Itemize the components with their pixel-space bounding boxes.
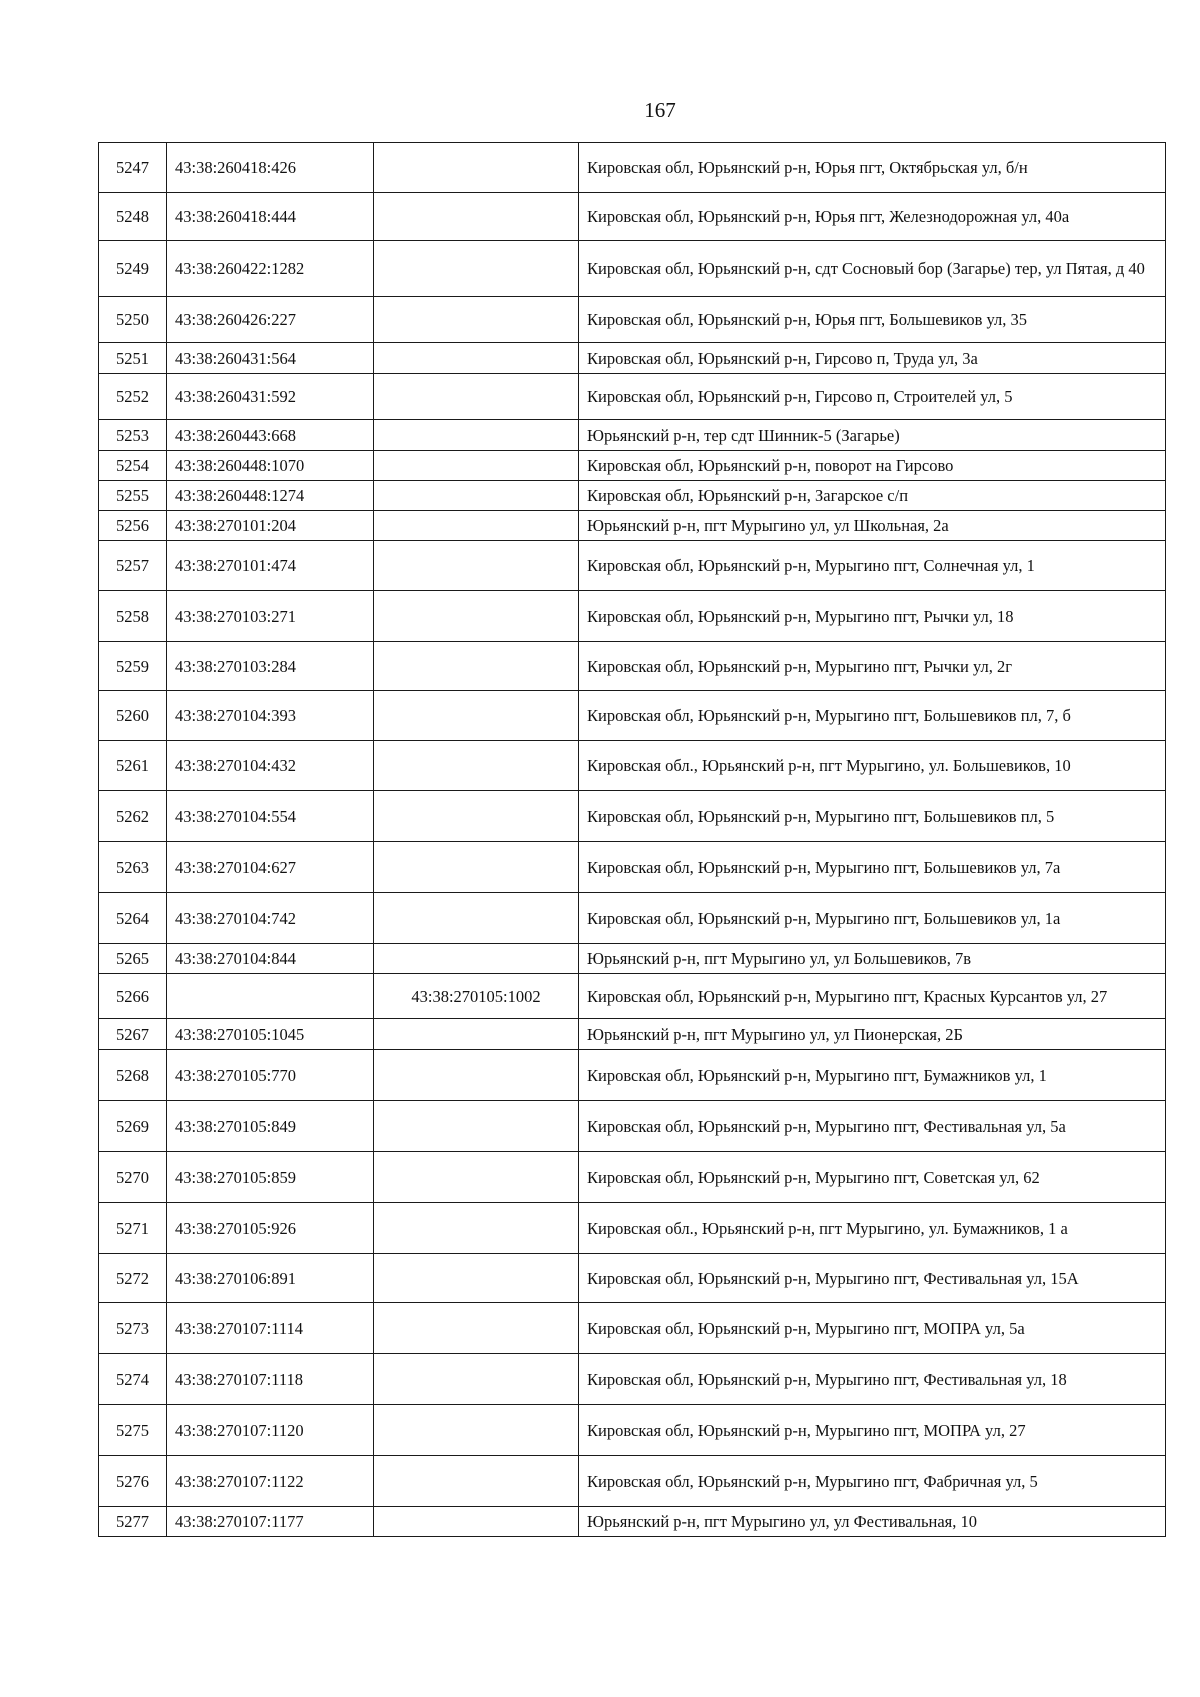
row-number: 5251 [116, 348, 149, 368]
cadastral-number: 43:38:270107:1114 [175, 1318, 304, 1338]
cadastral-number-cell [167, 893, 374, 944]
cadastral-number: 43:38:270101:474 [175, 556, 297, 575]
cadastral-number-alt-cell [374, 944, 579, 974]
table-row [99, 1152, 1166, 1203]
row-number: 5275 [116, 1420, 149, 1440]
table-row [99, 343, 1166, 374]
table-row [99, 1019, 1166, 1050]
cadastral-number-cell [167, 791, 374, 842]
address-cell [579, 1254, 1166, 1303]
cadastral-number-alt-cell [374, 1456, 579, 1507]
row-number: 5270 [116, 1167, 149, 1187]
row-number-cell [99, 974, 167, 1019]
table-row [99, 691, 1166, 741]
cadastral-number: 43:38:270105:770 [175, 1065, 297, 1085]
cadastral-number: 43:38:270105:849 [175, 1116, 297, 1136]
row-number-cell [99, 1019, 167, 1050]
table-row [99, 143, 1166, 193]
row-number-cell [99, 241, 167, 297]
row-number: 5261 [116, 756, 149, 775]
cadastral-number-alt-cell [374, 591, 579, 642]
row-number-cell [99, 1203, 167, 1254]
registry-table-body [99, 143, 1166, 1537]
cadastral-number-alt-cell [374, 974, 579, 1019]
address-cell [579, 1507, 1166, 1537]
row-number: 5265 [116, 949, 149, 968]
address: Кировская обл, Юрьянский р-н, поворот на Гирсово [587, 456, 954, 475]
cadastral-number: 43:38:270104:742 [175, 908, 297, 928]
cadastral-number-cell [167, 1354, 374, 1405]
page-number-container [0, 98, 1200, 123]
cadastral-number: 43:38:270107:1177 [175, 1512, 304, 1531]
cadastral-number-cell [167, 974, 374, 1019]
cadastral-number-alt-cell [374, 741, 579, 791]
cadastral-number-cell [167, 1101, 374, 1152]
row-number: 5262 [116, 806, 149, 826]
cadastral-number: 43:38:270107:1118 [175, 1369, 304, 1389]
cadastral-number-cell [167, 297, 374, 343]
cadastral-number-cell [167, 1152, 374, 1203]
cadastral-number: 43:38:270104:393 [175, 706, 297, 725]
address-cell [579, 1203, 1166, 1254]
address: Юрьянский р-н, пгт Мурыгино ул, ул Пионерская, 2Б [587, 1024, 963, 1044]
row-number-cell [99, 741, 167, 791]
address-cell [579, 143, 1166, 193]
row-number-cell [99, 893, 167, 944]
cadastral-number-alt-cell [374, 511, 579, 541]
cadastral-number-alt-cell [374, 893, 579, 944]
address: Кировская обл, Юрьянский р-н, Юрья пгт, Октябрьская ул, б/н [587, 158, 1028, 177]
row-number: 5276 [116, 1471, 149, 1491]
cadastral-number-cell [167, 591, 374, 642]
cadastral-number: 43:38:270101:204 [175, 516, 297, 535]
table-row [99, 481, 1166, 511]
cadastral-number-cell [167, 420, 374, 451]
cadastral-number-cell [167, 1203, 374, 1254]
table-row [99, 511, 1166, 541]
address: Кировская обл, Юрьянский р-н, Мурыгино пгт, МОПРА ул, 5а [587, 1318, 1025, 1338]
cadastral-number-alt-cell [374, 842, 579, 893]
row-number: 5272 [116, 1268, 149, 1288]
table-row [99, 1354, 1166, 1405]
address: Юрьянский р-н, пгт Мурыгино ул, ул Школьная, 2а [587, 516, 949, 535]
address: Кировская обл, Юрьянский р-н, Мурыгино пгт, Большевиков пл, 7, б [587, 706, 1071, 725]
address: Кировская обл., Юрьянский р-н, пгт Мурыгино, ул. Большевиков, 10 [587, 756, 1071, 775]
row-number-cell [99, 1303, 167, 1354]
cadastral-number-alt-cell [374, 241, 579, 297]
row-number: 5259 [116, 656, 149, 676]
row-number: 5252 [116, 387, 149, 406]
cadastral-number: 43:38:270103:271 [175, 606, 297, 626]
table-row [99, 541, 1166, 591]
row-number-cell [99, 511, 167, 541]
address: Кировская обл, Юрьянский р-н, Мурыгино пгт, Фабричная ул, 5 [587, 1471, 1038, 1491]
address: Кировская обл, Юрьянский р-н, Мурыгино пгт, Фестивальная ул, 18 [587, 1369, 1067, 1389]
cadastral-number-cell [167, 541, 374, 591]
cadastral-number-cell [167, 691, 374, 741]
row-number: 5254 [116, 456, 149, 475]
table-row [99, 642, 1166, 691]
cadastral-number: 43:38:270106:891 [175, 1268, 297, 1288]
address: Кировская обл, Юрьянский р-н, Гирсово п, Строителей ул, 5 [587, 387, 1013, 406]
row-number: 5267 [116, 1024, 149, 1044]
cadastral-number: 43:38:260418:444 [175, 207, 297, 226]
address-cell [579, 741, 1166, 791]
address-cell [579, 974, 1166, 1019]
cadastral-number-cell [167, 842, 374, 893]
table-row [99, 741, 1166, 791]
address-cell [579, 451, 1166, 481]
address-cell [579, 642, 1166, 691]
cadastral-number: 43:38:270107:1120 [175, 1420, 304, 1440]
row-number: 5277 [116, 1512, 149, 1531]
address-cell [579, 420, 1166, 451]
address: Кировская обл, Юрьянский р-н, Мурыгино пгт, МОПРА ул, 27 [587, 1420, 1026, 1440]
cadastral-number-alt-cell [374, 1254, 579, 1303]
cadastral-number-cell [167, 143, 374, 193]
table-row [99, 893, 1166, 944]
address: Кировская обл, Юрьянский р-н, Мурыгино пгт, Фестивальная ул, 15А [587, 1268, 1079, 1288]
cadastral-number-cell [167, 1019, 374, 1050]
cadastral-number-alt-cell [374, 1203, 579, 1254]
cadastral-number-alt-cell [374, 374, 579, 420]
address-cell [579, 842, 1166, 893]
row-number-cell [99, 1101, 167, 1152]
table-row [99, 451, 1166, 481]
address: Кировская обл, Юрьянский р-н, Мурыгино пгт, Большевиков ул, 1а [587, 908, 1061, 928]
row-number-cell [99, 541, 167, 591]
cadastral-number: 43:38:270105:926 [175, 1218, 297, 1238]
cadastral-number: 43:38:270104:554 [175, 806, 297, 826]
cadastral-number: 43:38:260426:227 [175, 310, 297, 329]
row-number: 5255 [116, 486, 149, 505]
address-cell [579, 944, 1166, 974]
table-row [99, 1050, 1166, 1101]
cadastral-number-alt-cell [374, 791, 579, 842]
cadastral-number-cell [167, 1303, 374, 1354]
row-number-cell [99, 451, 167, 481]
cadastral-number: 43:38:270104:844 [175, 949, 297, 968]
cadastral-number-alt-cell [374, 451, 579, 481]
address: Кировская обл, Юрьянский р-н, Мурыгино пгт, Рычки ул, 2г [587, 656, 1013, 676]
row-number-cell [99, 1050, 167, 1101]
row-number-cell [99, 420, 167, 451]
address: Кировская обл, Юрьянский р-н, сдт Сосновый бор (Загарье) тер, ул Пятая, д 40 [587, 259, 1145, 278]
cadastral-number-cell [167, 642, 374, 691]
address-cell [579, 541, 1166, 591]
table-row [99, 1456, 1166, 1507]
address-cell [579, 343, 1166, 374]
address-cell [579, 591, 1166, 642]
address-cell [579, 893, 1166, 944]
cadastral-number: 43:38:270105:1045 [175, 1024, 305, 1044]
row-number-cell [99, 642, 167, 691]
cadastral-number: 43:38:260418:426 [175, 158, 297, 177]
cadastral-number: 43:38:260431:564 [175, 348, 297, 368]
cadastral-number-alt-cell [374, 1101, 579, 1152]
address-cell [579, 481, 1166, 511]
cadastral-number-alt-cell [374, 297, 579, 343]
cadastral-number-alt-cell [374, 481, 579, 511]
table-row [99, 1507, 1166, 1537]
row-number: 5266 [116, 986, 149, 1006]
row-number-cell [99, 1507, 167, 1537]
cadastral-number: 43:38:270103:284 [175, 656, 297, 676]
address: Кировская обл, Юрьянский р-н, Гирсово п, Труда ул, 3а [587, 348, 978, 368]
address: Кировская обл, Юрьянский р-н, Мурыгино пгт, Солнечная ул, 1 [587, 556, 1035, 575]
address: Кировская обл, Юрьянский р-н, Мурыгино пгт, Большевиков пл, 5 [587, 806, 1055, 826]
cadastral-number: 43:38:260422:1282 [175, 259, 305, 278]
address-cell [579, 1152, 1166, 1203]
address-cell [579, 1354, 1166, 1405]
address-cell [579, 193, 1166, 241]
cadastral-number-alt-cell [374, 420, 579, 451]
cadastral-number: 43:38:270107:1122 [175, 1471, 304, 1491]
row-number: 5248 [116, 207, 149, 226]
address: Кировская обл, Юрьянский р-н, Юрья пгт, Большевиков ул, 35 [587, 310, 1028, 329]
address: Кировская обл, Юрьянский р-н, Загарское с/п [587, 486, 909, 505]
cadastral-number-cell [167, 374, 374, 420]
cadastral-number-cell [167, 343, 374, 374]
row-number: 5271 [116, 1218, 149, 1238]
cadastral-number-alt-cell [374, 1507, 579, 1537]
row-number-cell [99, 691, 167, 741]
table-row [99, 241, 1166, 297]
row-number: 5263 [116, 857, 149, 877]
row-number: 5264 [116, 908, 149, 928]
row-number: 5260 [116, 706, 149, 725]
row-number-cell [99, 591, 167, 642]
cadastral-number-cell [167, 1456, 374, 1507]
row-number: 5247 [116, 158, 149, 177]
address-cell [579, 1019, 1166, 1050]
row-number-cell [99, 1405, 167, 1456]
row-number: 5268 [116, 1065, 149, 1085]
cadastral-number: 43:38:260443:668 [175, 425, 297, 445]
row-number-cell [99, 481, 167, 511]
table-row [99, 193, 1166, 241]
address: Кировская обл, Юрьянский р-н, Мурыгино пгт, Большевиков ул, 7а [587, 857, 1061, 877]
table-row [99, 1203, 1166, 1254]
cadastral-number-alt-cell [374, 1019, 579, 1050]
table-row [99, 791, 1166, 842]
table-row [99, 974, 1166, 1019]
address-cell [579, 511, 1166, 541]
row-number: 5249 [116, 259, 149, 278]
row-number: 5257 [116, 556, 149, 575]
cadastral-number-alt-cell [374, 143, 579, 193]
cadastral-number-alt-cell [374, 1050, 579, 1101]
cadastral-number-cell [167, 1507, 374, 1537]
row-number-cell [99, 944, 167, 974]
cadastral-number-cell [167, 944, 374, 974]
registry-table [98, 142, 1166, 1537]
cadastral-number-alt: 43:38:270105:1002 [411, 986, 541, 1006]
table-row [99, 842, 1166, 893]
table-row [99, 297, 1166, 343]
address-cell [579, 691, 1166, 741]
row-number-cell [99, 842, 167, 893]
row-number-cell [99, 1456, 167, 1507]
cadastral-number-cell [167, 1405, 374, 1456]
address: Кировская обл, Юрьянский р-н, Мурыгино пгт, Рычки ул, 18 [587, 606, 1014, 626]
cadastral-number-alt-cell [374, 193, 579, 241]
page-number: 167 [644, 98, 676, 122]
row-number-cell [99, 343, 167, 374]
cadastral-number-alt-cell [374, 691, 579, 741]
address-cell [579, 241, 1166, 297]
table-row [99, 591, 1166, 642]
cadastral-number-alt-cell [374, 1152, 579, 1203]
cadastral-number: 43:38:260448:1274 [175, 486, 305, 505]
row-number: 5269 [116, 1116, 149, 1136]
address: Кировская обл., Юрьянский р-н, пгт Мурыгино, ул. Бумажников, 1 а [587, 1218, 1068, 1238]
address-cell [579, 1456, 1166, 1507]
cadastral-number-cell [167, 451, 374, 481]
cadastral-number-alt-cell [374, 642, 579, 691]
cadastral-number-alt-cell [374, 343, 579, 374]
address: Кировская обл, Юрьянский р-н, Мурыгино пгт, Фестивальная ул, 5а [587, 1116, 1066, 1136]
address-cell [579, 791, 1166, 842]
table-row [99, 1101, 1166, 1152]
cadastral-number-alt-cell [374, 1354, 579, 1405]
cadastral-number-cell [167, 511, 374, 541]
address: Юрьянский р-н, тер сдт Шинник-5 (Загарье) [587, 425, 900, 445]
address-cell [579, 1405, 1166, 1456]
cadastral-number-alt-cell [374, 1405, 579, 1456]
table-row [99, 420, 1166, 451]
cadastral-number-cell [167, 481, 374, 511]
cadastral-number-cell [167, 241, 374, 297]
row-number: 5273 [116, 1318, 149, 1338]
cadastral-number-alt-cell [374, 541, 579, 591]
row-number: 5250 [116, 310, 149, 329]
table-row [99, 374, 1166, 420]
row-number: 5253 [116, 425, 149, 445]
row-number-cell [99, 193, 167, 241]
row-number-cell [99, 791, 167, 842]
address: Кировская обл, Юрьянский р-н, Мурыгино пгт, Бумажников ул, 1 [587, 1065, 1047, 1085]
cadastral-number: 43:38:260431:592 [175, 387, 297, 406]
cadastral-number-cell [167, 1050, 374, 1101]
table-row [99, 1405, 1166, 1456]
cadastral-number: 43:38:260448:1070 [175, 456, 305, 475]
row-number-cell [99, 1254, 167, 1303]
row-number: 5274 [116, 1369, 149, 1389]
cadastral-number-alt-cell [374, 1303, 579, 1354]
address: Кировская обл, Юрьянский р-н, Мурыгино пгт, Красных Курсантов ул, 27 [587, 986, 1108, 1006]
address-cell [579, 1050, 1166, 1101]
cadastral-number: 43:38:270104:627 [175, 857, 297, 877]
address-cell [579, 374, 1166, 420]
table-row [99, 1303, 1166, 1354]
row-number-cell [99, 143, 167, 193]
row-number: 5256 [116, 516, 149, 535]
table-row [99, 1254, 1166, 1303]
table-row [99, 944, 1166, 974]
cadastral-number-cell [167, 1254, 374, 1303]
cadastral-number: 43:38:270104:432 [175, 756, 297, 775]
address: Кировская обл, Юрьянский р-н, Юрья пгт, Железнодорожная ул, 40а [587, 207, 1070, 226]
row-number-cell [99, 297, 167, 343]
cadastral-number-cell [167, 193, 374, 241]
row-number-cell [99, 1152, 167, 1203]
cadastral-number-cell [167, 741, 374, 791]
address-cell [579, 297, 1166, 343]
row-number: 5258 [116, 606, 149, 626]
row-number-cell [99, 1354, 167, 1405]
address: Юрьянский р-н, пгт Мурыгино ул, ул Большевиков, 7в [587, 949, 972, 968]
address-cell [579, 1303, 1166, 1354]
address-cell [579, 1101, 1166, 1152]
address: Юрьянский р-н, пгт Мурыгино ул, ул Фестивальная, 10 [587, 1512, 978, 1531]
row-number-cell [99, 374, 167, 420]
cadastral-number: 43:38:270105:859 [175, 1167, 297, 1187]
address: Кировская обл, Юрьянский р-н, Мурыгино пгт, Советская ул, 62 [587, 1167, 1040, 1187]
